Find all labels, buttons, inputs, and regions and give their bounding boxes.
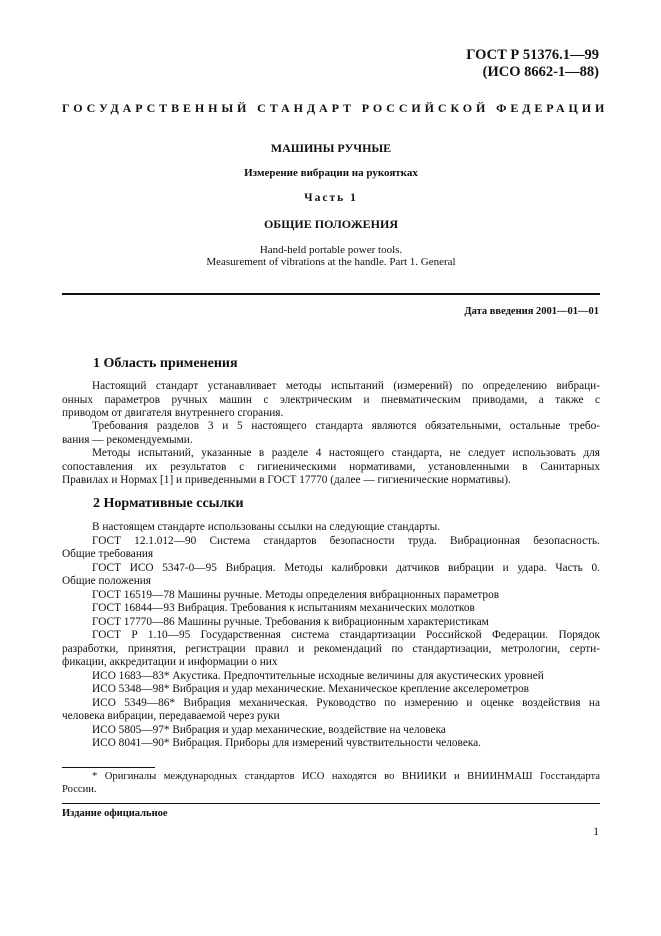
reference-line: ИСО 1683—83* Акустика. Предпочтительные исходные величины для акустических уровней	[92, 669, 544, 682]
section-1-title: 1 Область применения	[93, 356, 238, 371]
document-title: МАШИНЫ РУЧНЫЕ	[270, 141, 392, 155]
edition-label: Издание официальное	[62, 808, 168, 819]
footnote: * Оригиналы международных стандартов ИСО находятся во ВНИИКИ и ВНИИНМАШ Госстандарта России.	[62, 771, 600, 795]
standard-header: ГОСУДАРСТВЕННЫЙ СТАНДАРТ РОССИЙСКОЙ ФЕДЕРАЦИИ	[62, 101, 609, 115]
reference-line: ГОСТ ИСО 5347-0—95 Вибрация. Методы калибровки датчиков вибрации и удара. Часть 0.	[92, 561, 600, 574]
reference-line: ГОСТ Р 1.10—95 Государственная система стандартизации Российской Федерации. Порядок	[92, 629, 600, 641]
section-1-paragraph-1: Настоящий стандарт устанавливает методы испытаний (измерений) по определению вибраци- онных параметров ручных машин с электрическим и пневматическим приводами, а также с приводом от двигателя внутреннего сгорания.	[62, 380, 600, 419]
references-intro: В настоящем стандарте использованы ссылки на следующие стандарты.	[92, 521, 441, 533]
english-title-line-1: Hand-held portable power tools.	[259, 244, 403, 256]
reference-line: ИСО 8041—90* Вибрация. Приборы для измерений чувствительности человека.	[92, 737, 481, 749]
reference-line: человека вибрации, передаваемой через руки	[62, 710, 280, 722]
reference-line: ИСО 5348—98* Вибрация и удар механические. Механическое крепление акселерометров	[92, 683, 529, 695]
footnote-divider	[62, 767, 155, 768]
part-title: ОБЩИЕ ПОЛОЖЕНИЯ	[263, 217, 399, 231]
reference-line: разработки, принятия, регистрации правил и рекомендаций по стандартизации, метрологии, серти-	[62, 642, 600, 655]
title-divider	[62, 293, 600, 295]
reference-line: ГОСТ 12.1.012—90 Система стандартов безопасности труда. Вибрационная безопасность.	[92, 534, 600, 547]
iso-code: (ИСО 8662-1—88)	[482, 64, 599, 80]
reference-line: Общие положения	[62, 575, 151, 587]
document-subtitle: Измерение вибрации на рукоятках	[244, 167, 418, 179]
part-label: Часть 1	[304, 192, 358, 204]
reference-line: ИСО 5349—86* Вибрация механическая. Руководство по измерению и оценке воздействия на	[92, 696, 600, 709]
reference-line: ГОСТ 16844—93 Вибрация. Требования к испытаниям механических молотков	[92, 602, 475, 614]
page-number: 1	[593, 826, 599, 838]
references-list	[62, 521, 600, 751]
reference-line: Общие требования	[62, 548, 154, 560]
reference-line: ИСО 5805—97* Вибрация и удар механические, воздействие на человека	[92, 723, 446, 736]
section-2-title: 2 Нормативные ссылки	[93, 496, 244, 511]
section-1-paragraph-3: Методы испытаний, указанные в разделе 4 настоящего стандарта, не следует использовать для сопоставления их результатов с гигиеническими нормативами, установленными в Санитарных Правилах и Нормах [1] и приведенными в ГОСТ 17770 (далее — гигиенические нормативы).	[62, 447, 600, 486]
reference-line: ГОСТ 17770—86 Машины ручные. Требования к вибрационным характеристикам	[92, 615, 489, 628]
reference-line: фикации, аккредитации и информации о них	[62, 656, 278, 668]
introduction-date: Дата введения 2001—01—01	[464, 306, 599, 317]
section-1-paragraph-2: Требования разделов 3 и 5 настоящего стандарта являются обязательными, остальные требо- вания — рекомендуемыми.	[62, 420, 600, 446]
english-title-line-2: Measurement of vibrations at the handle. Part 1. General	[206, 256, 456, 268]
edition-divider	[62, 803, 600, 804]
reference-line: ГОСТ 16519—78 Машины ручные. Методы определения вибрационных параметров	[92, 588, 500, 601]
document-code: ГОСТ Р 51376.1—99	[466, 47, 599, 63]
